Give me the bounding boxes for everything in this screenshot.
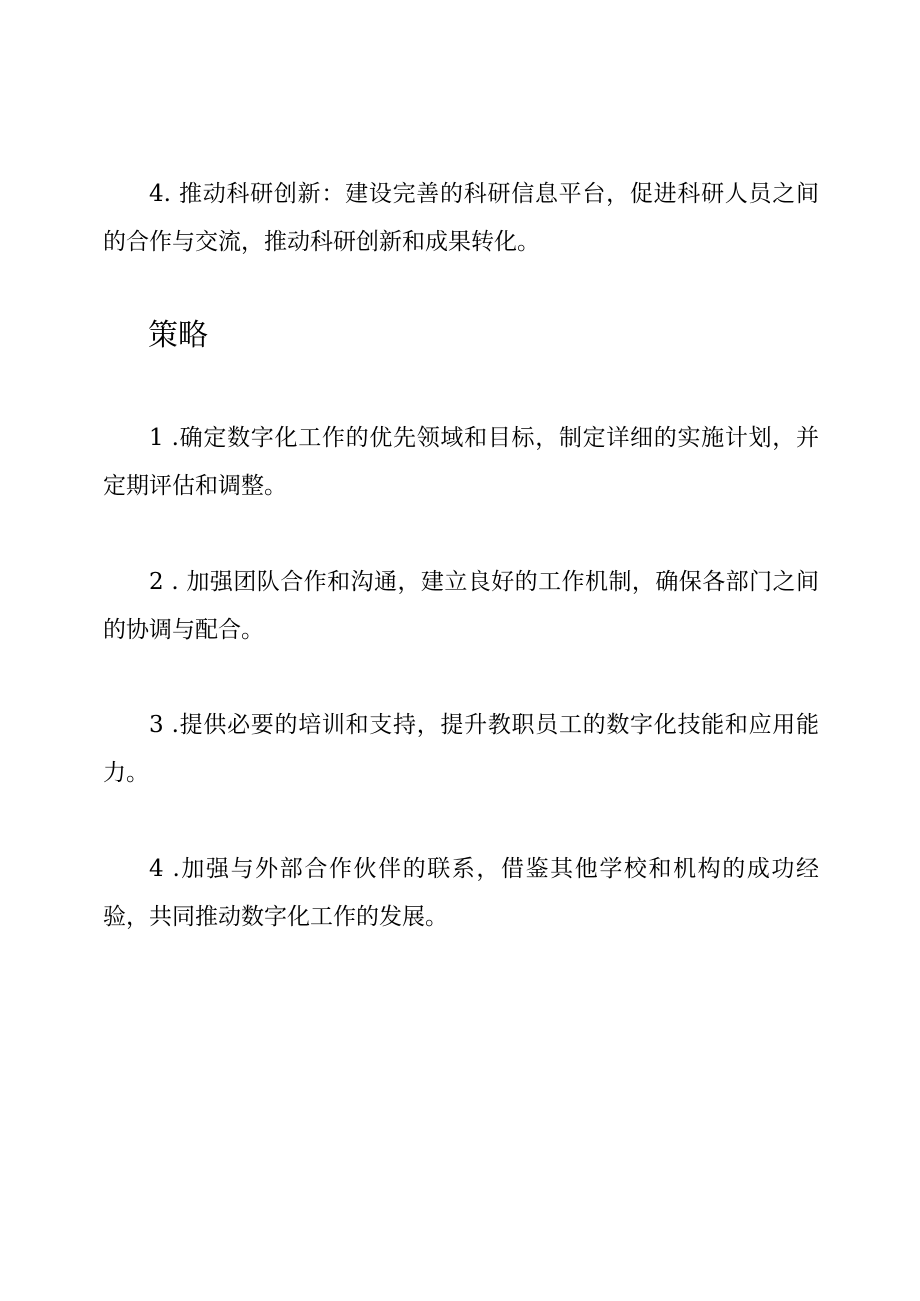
strategy-item-2: 2 . 加强团队合作和沟通，建立良好的工作机制，确保各部门之间的协调与配合。 bbox=[103, 569, 819, 643]
strategy-item-4: 4 .加强与外部合作伙伴的联系，借鉴其他学校和机构的成功经验，共同推动数字化工作的发展。 bbox=[103, 856, 819, 930]
strategy-item-3: 3 .提供必要的培训和支持，提升教职员工的数字化技能和应用能力。 bbox=[103, 712, 819, 786]
strategy-heading: 策略 bbox=[148, 318, 208, 353]
strategy-item-1: 1 .确定数字化工作的优先领域和目标，制定详细的实施计划，并定期评估和调整。 bbox=[103, 425, 819, 499]
goal-item-4: 4. 推动科研创新：建设完善的科研信息平台，促进科研人员之间的合作与交流，推动科研创新和成果转化。 bbox=[103, 181, 819, 255]
